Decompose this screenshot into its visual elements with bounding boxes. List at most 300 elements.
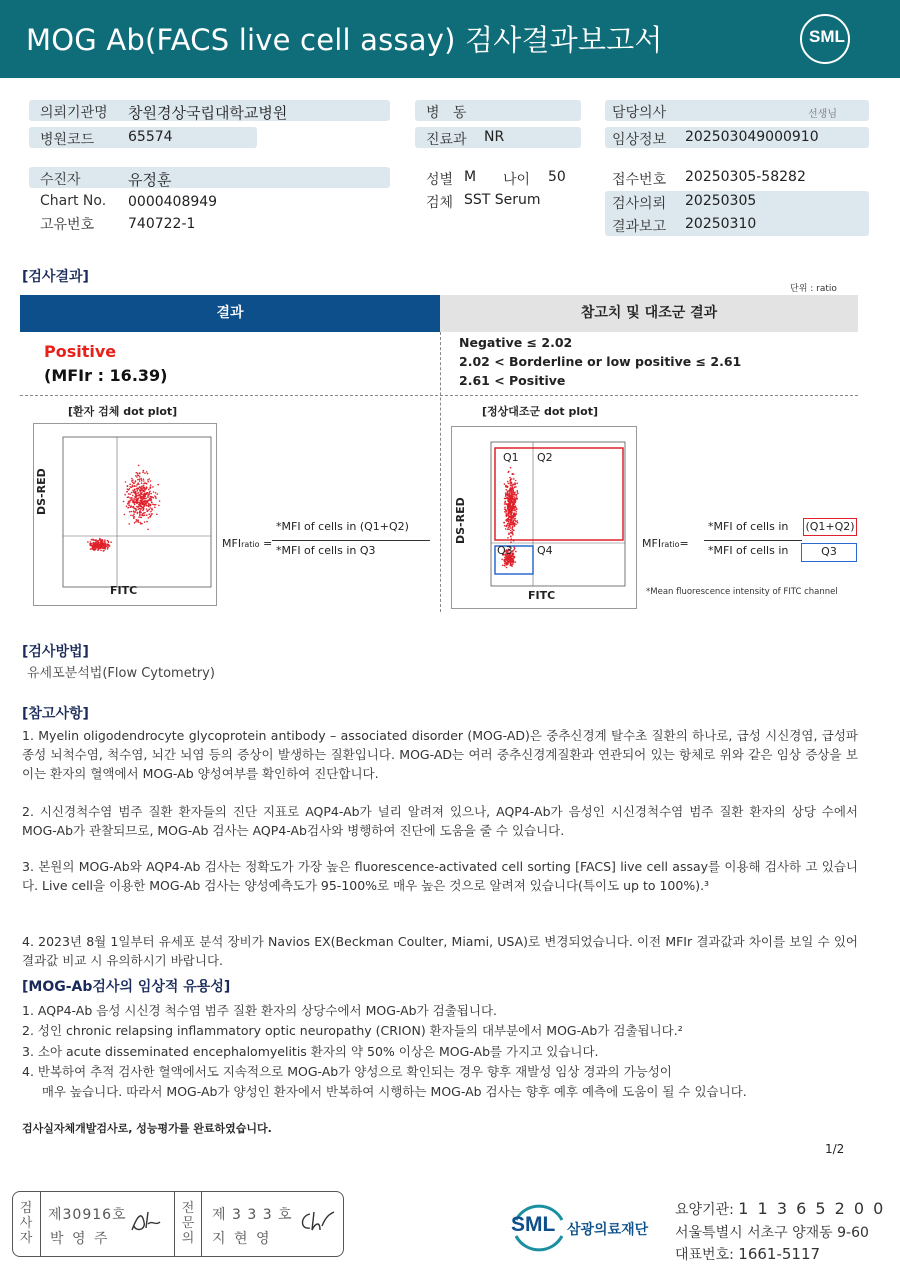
control-event-dot xyxy=(509,510,511,512)
validation-note: 검사실자체개발검사로, 성능평가를 완료하였습니다. xyxy=(22,1122,272,1135)
patient-mfi-label xyxy=(222,537,272,550)
control-event-dot xyxy=(510,515,512,517)
control-event-dot xyxy=(511,482,513,484)
patient-event-dot xyxy=(147,496,149,498)
patient-event-dot xyxy=(99,546,101,548)
patient-event-dot xyxy=(131,480,133,482)
control-event-dot xyxy=(514,548,516,550)
control-denominator: *MFI of cells in xyxy=(708,544,789,557)
control-event-dot xyxy=(508,517,510,519)
patient-event-dot xyxy=(127,503,129,505)
patient-event-dot xyxy=(137,519,139,521)
sex-value: M xyxy=(464,169,477,185)
patient-event-dot xyxy=(110,541,112,543)
patient-event-dot xyxy=(102,542,104,544)
page-number: 1/2 xyxy=(825,1142,845,1156)
patient-event-dot xyxy=(144,498,146,500)
org-address: 서울특별시 서초구 양재동 9-60 xyxy=(675,1225,869,1241)
quadrant-q4: Q4 xyxy=(537,544,553,557)
patient-row xyxy=(29,167,390,188)
patient-event-dot xyxy=(126,491,128,493)
patient-event-dot xyxy=(146,505,148,507)
client-value: 창원경상국립대학교병원 xyxy=(128,104,288,122)
dept-value: NR xyxy=(484,129,505,145)
patient-event-dot xyxy=(140,506,142,508)
control-event-dot xyxy=(515,551,517,553)
patient-event-dot xyxy=(146,508,148,510)
patient-event-dot xyxy=(108,541,110,543)
specimen-label: 검체 xyxy=(426,195,454,211)
control-event-dot xyxy=(515,486,517,488)
control-event-dot xyxy=(510,480,512,482)
patient-event-dot xyxy=(134,485,136,487)
control-event-dot xyxy=(513,514,515,516)
patient-event-dot xyxy=(139,486,141,488)
patient-event-dot xyxy=(90,548,92,550)
sig-divider xyxy=(201,1191,202,1257)
clinical-item: 4. 반복하여 추적 검사한 혈액에서도 지속적으로 MOG-Ab가 양성으로 확인되는 경우 향후 재발성 임상 경과의 가능성이 xyxy=(22,1064,672,1079)
clinical-item: 3. 소아 acute disseminated encephalomyelitis 환자의 약 50% 이상은 MOG-Ab를 가지고 있습니다. xyxy=(22,1044,599,1059)
patient-event-dot xyxy=(143,478,145,480)
sex-label: 성별 xyxy=(426,172,454,188)
patient-event-dot xyxy=(108,544,110,546)
patient-event-dot xyxy=(137,490,139,492)
patient-event-dot xyxy=(139,472,141,474)
patient-event-dot xyxy=(148,489,150,491)
control-event-dot xyxy=(514,518,516,520)
age-label: 나이 xyxy=(503,172,531,188)
control-event-dot xyxy=(510,535,512,537)
note-paragraph-1: 1. Myelin oligodendrocyte glycoprotein antibody – associated disorder (MOG-AD)은 중추신경계 탈수초 질환의 하나로, 급성 시신경염, 급성파종성 뇌척수염, 척수염, 뇌간 뇌염 등의 증상이 발생하는 질환입니다. MOG-AD는 여러 중추신경계질환과 연관되어 있는 항체로 위와 같은 임상 증상을 보이는 환자의 혈액에서 MOG-Ab 양성여부를 확인하여 진단합니다. xyxy=(22,728,858,781)
control-event-dot xyxy=(504,483,506,485)
control-event-dot xyxy=(507,495,509,497)
control-event-dot xyxy=(509,496,511,498)
control-event-dot xyxy=(515,507,517,509)
patient-event-dot xyxy=(124,514,126,516)
control-event-dot xyxy=(510,513,512,515)
report-label: 결과보고 xyxy=(612,219,667,235)
control-event-dot xyxy=(512,503,514,505)
patient-event-dot xyxy=(151,502,153,504)
patient-event-dot xyxy=(135,491,137,493)
patient-event-dot xyxy=(131,505,133,507)
patient-event-dot xyxy=(92,539,94,541)
patient-event-dot xyxy=(148,503,150,505)
mfir-value: (MFIr : 16.39) xyxy=(44,366,168,385)
control-event-dot xyxy=(509,506,511,508)
patient-event-dot xyxy=(140,478,142,480)
patient-event-dot xyxy=(147,481,149,483)
specialist-license: 제 3 3 3 호 xyxy=(212,1207,293,1223)
patient-event-dot xyxy=(145,501,147,503)
control-event-dot xyxy=(504,508,506,510)
patient-event-dot xyxy=(94,542,96,544)
control-event-dot xyxy=(510,559,512,561)
control-event-dot xyxy=(514,492,516,494)
patient-event-dot xyxy=(152,486,154,488)
specialist-name: 지 현 영 xyxy=(212,1231,272,1247)
patient-plot-title: [환자 검체 dot plot] xyxy=(68,405,178,418)
patient-event-dot xyxy=(134,504,136,506)
org-name: 삼광의료재단 xyxy=(567,1222,649,1238)
result-divider xyxy=(20,395,858,396)
control-event-dot xyxy=(509,491,511,493)
control-event-dot xyxy=(514,493,516,495)
control-event-dot xyxy=(510,488,512,490)
patient-event-dot xyxy=(140,523,142,525)
age-value: 50 xyxy=(548,169,566,185)
patient-event-dot xyxy=(98,540,100,542)
org-phone xyxy=(675,1244,820,1264)
patient-event-dot xyxy=(131,511,133,513)
control-event-dot xyxy=(512,563,514,565)
patient-event-dot xyxy=(148,509,150,511)
patient-event-dot xyxy=(147,479,149,481)
patient-event-dot xyxy=(90,541,92,543)
control-event-dot xyxy=(507,528,509,530)
patient-event-dot xyxy=(126,506,128,508)
control-event-dot xyxy=(513,517,515,519)
control-event-dot xyxy=(510,520,512,522)
patient-event-dot xyxy=(134,501,136,503)
control-event-dot xyxy=(509,477,511,479)
control-event-dot xyxy=(513,478,515,480)
control-event-dot xyxy=(508,498,510,500)
control-event-dot xyxy=(517,493,519,495)
patient-event-dot xyxy=(141,480,143,482)
patient-event-dot xyxy=(128,501,130,503)
patient-event-dot xyxy=(128,489,130,491)
notes-section-title: [참고사항] xyxy=(22,706,89,722)
patient-event-dot xyxy=(133,499,135,501)
patient-event-dot xyxy=(146,488,148,490)
note-paragraph-2: 2. 시신경척수염 범주 질환 환자들의 진단 지표로 AQP4-Ab가 널리 알려져 있으나, AQP4-Ab가 음성인 시신경척수염 범주 질환 환자의 상당 수에서 MOG-Ab가 관찰되므로, MOG-Ab 검사는 AQP4-Ab검사와 병행하여 진단에 도움을 줄 수 있습니다. xyxy=(22,804,859,838)
patient-event-dot xyxy=(155,498,157,500)
patient-event-dot xyxy=(149,507,151,509)
control-event-dot xyxy=(507,509,509,511)
control-event-dot xyxy=(504,498,506,500)
doctor-label: 담당의사 xyxy=(612,105,667,121)
patient-event-dot xyxy=(138,475,140,477)
patient-event-dot xyxy=(100,540,102,542)
control-event-dot xyxy=(510,490,512,492)
patient-event-dot xyxy=(153,497,155,499)
clinical-section-title: [MOG-Ab검사의 임상적 유용성] xyxy=(22,979,231,995)
hospital-code-value: 65574 xyxy=(128,129,173,145)
control-event-dot xyxy=(506,504,508,506)
patient-event-dot xyxy=(128,523,130,525)
patient-event-dot xyxy=(138,484,140,486)
patient-event-dot xyxy=(101,545,103,547)
patient-event-dot xyxy=(157,493,159,495)
patient-event-dot xyxy=(146,486,148,488)
specimen-value: SST Serum xyxy=(464,192,541,208)
patient-event-dot xyxy=(138,506,140,508)
patient-event-dot xyxy=(144,521,146,523)
patient-event-dot xyxy=(127,486,129,488)
results-section-title: [검사결과] xyxy=(22,269,89,285)
control-event-dot xyxy=(511,493,513,495)
control-event-dot xyxy=(506,511,508,513)
control-event-dot xyxy=(504,507,506,509)
patient-event-dot xyxy=(148,478,150,480)
patient-event-dot xyxy=(97,548,99,550)
specialist-signature-icon xyxy=(296,1208,336,1236)
patient-event-dot xyxy=(136,488,138,490)
patient-event-dot xyxy=(135,499,137,501)
patient-event-dot xyxy=(123,501,125,503)
patient-event-dot xyxy=(133,507,135,509)
patient-event-dot xyxy=(131,492,133,494)
mfi-sub: ratio xyxy=(661,540,680,549)
control-event-dot xyxy=(504,522,506,524)
patient-event-dot xyxy=(135,485,137,487)
control-event-dot xyxy=(508,560,510,562)
patient-event-dot xyxy=(148,494,150,496)
control-event-dot xyxy=(504,503,506,505)
patient-event-dot xyxy=(93,543,95,545)
control-event-dot xyxy=(507,522,509,524)
patient-event-dot xyxy=(135,511,137,513)
patient-event-dot xyxy=(139,513,141,515)
control-event-dot xyxy=(501,559,503,561)
control-event-dot xyxy=(506,485,508,487)
patient-event-dot xyxy=(136,484,138,486)
patient-event-dot xyxy=(129,501,131,503)
control-event-dot xyxy=(508,494,510,496)
sig-divider xyxy=(174,1191,175,1257)
patient-event-dot xyxy=(92,548,94,550)
control-event-dot xyxy=(508,500,510,502)
patient-event-dot xyxy=(141,487,143,489)
control-event-dot xyxy=(517,522,519,524)
clinical-item: 2. 성인 chronic relapsing inflammatory optic neuropathy (CRION) 환자들의 대부분에서 MOG-Ab가 검출됩니다.² xyxy=(22,1023,683,1038)
control-event-dot xyxy=(513,505,515,507)
patient-event-dot xyxy=(139,508,141,510)
mfi-text: MFI xyxy=(222,537,242,550)
patient-event-dot xyxy=(141,482,143,484)
control-event-dot xyxy=(511,484,513,486)
patient-event-dot xyxy=(143,495,145,497)
patient-event-dot xyxy=(154,504,156,506)
control-event-dot xyxy=(510,467,512,469)
patient-event-dot xyxy=(146,521,148,523)
patient-event-dot xyxy=(93,549,95,551)
patient-event-dot xyxy=(102,540,104,542)
control-event-dot xyxy=(513,529,515,531)
patient-event-dot xyxy=(142,510,144,512)
patient-event-dot xyxy=(133,510,135,512)
control-event-dot xyxy=(516,494,518,496)
patient-event-dot xyxy=(102,547,104,549)
patient-event-dot xyxy=(157,484,159,486)
control-event-dot xyxy=(509,516,511,518)
chart-label: Chart No. xyxy=(40,193,107,209)
patient-event-dot xyxy=(156,514,158,516)
patient-event-dot xyxy=(143,508,145,510)
control-event-dot xyxy=(516,496,518,498)
examiner-name: 박 영 주 xyxy=(50,1231,110,1247)
patient-event-dot xyxy=(142,515,144,517)
patient-event-dot xyxy=(137,512,139,514)
patient-event-dot xyxy=(137,502,139,504)
control-event-dot xyxy=(504,565,506,567)
patient-event-dot xyxy=(131,497,133,499)
patient-event-dot xyxy=(150,480,152,482)
control-event-dot xyxy=(508,483,510,485)
control-event-dot xyxy=(511,524,513,526)
patient-event-dot xyxy=(130,499,132,501)
control-event-dot xyxy=(515,561,517,563)
clinical-item: 매우 높습니다. 따라서 MOG-Ab가 양성인 환자에서 반복하여 시행하는 MOG-Ab 검사는 향후 예후 예측에 도움이 될 수 있습니다. xyxy=(22,1084,747,1099)
patient-event-dot xyxy=(139,503,141,505)
control-mfi-label xyxy=(642,537,689,550)
patient-event-dot xyxy=(136,519,138,521)
patient-event-dot xyxy=(145,498,147,500)
control-event-dot xyxy=(507,512,509,514)
patient-event-dot xyxy=(143,491,145,493)
receipt-value: 20250305-58282 xyxy=(685,169,806,185)
patient-event-dot xyxy=(150,484,152,486)
control-event-dot xyxy=(516,482,518,484)
control-event-dot xyxy=(505,489,507,491)
patient-event-dot xyxy=(148,499,150,501)
patient-y-label: DS-RED xyxy=(35,468,48,515)
sml-org-logo-text: SML xyxy=(511,1213,556,1236)
patient-event-dot xyxy=(150,496,152,498)
control-event-dot xyxy=(510,541,512,543)
quadrant-q2: Q2 xyxy=(537,451,553,464)
receipt-label: 접수번호 xyxy=(612,172,667,188)
patient-event-dot xyxy=(139,480,141,482)
control-event-dot xyxy=(507,506,509,508)
patient-event-dot xyxy=(141,492,143,494)
patient-event-dot xyxy=(147,510,149,512)
control-plot-title: [정상대조군 dot plot] xyxy=(482,405,598,418)
patient-event-dot xyxy=(149,505,151,507)
patient-event-dot xyxy=(141,485,143,487)
examiner-license: 제30916호 xyxy=(48,1207,127,1223)
control-event-dot xyxy=(508,533,510,535)
patient-event-dot xyxy=(90,545,92,547)
patient-event-dot xyxy=(100,550,102,552)
patient-numerator: *MFI of cells in (Q1+Q2) xyxy=(276,520,409,533)
sml-logo-text: SML xyxy=(809,27,845,46)
patient-event-dot xyxy=(149,498,151,500)
patient-event-dot xyxy=(139,510,141,512)
patient-event-dot xyxy=(142,498,144,500)
request-value: 20250305 xyxy=(685,193,757,209)
control-event-dot xyxy=(513,540,515,542)
patient-event-dot xyxy=(148,513,150,515)
patient-event-dot xyxy=(151,496,153,498)
patient-event-dot xyxy=(133,513,135,515)
control-event-dot xyxy=(513,499,515,501)
patient-event-dot xyxy=(139,478,141,480)
patient-event-dot xyxy=(143,485,145,487)
control-event-dot xyxy=(507,481,509,483)
patient-event-dot xyxy=(144,472,146,474)
control-event-dot xyxy=(517,490,519,492)
control-event-dot xyxy=(513,561,515,563)
mfi-footnote: *Mean fluorescence intensity of FITC channel xyxy=(646,587,838,597)
unit-label: 단위 : ratio xyxy=(790,284,837,294)
numerator-box: (Q1+Q2) xyxy=(803,518,857,536)
patient-event-dot xyxy=(98,544,100,546)
patient-event-dot xyxy=(132,501,134,503)
patient-event-dot xyxy=(150,493,152,495)
method-section-title: [검사방법] xyxy=(22,644,89,660)
dept-label: 진료과 xyxy=(426,132,467,148)
specialist-title: 전문의 xyxy=(181,1201,195,1246)
control-event-dot xyxy=(511,517,513,519)
control-event-dot xyxy=(507,491,509,493)
patient-event-dot xyxy=(134,489,136,491)
patient-event-dot xyxy=(151,508,153,510)
patient-value: 유정훈 xyxy=(128,171,172,189)
quadrant-q3: Q3 xyxy=(497,544,513,557)
control-event-dot xyxy=(505,495,507,497)
patient-event-dot xyxy=(151,513,153,515)
patient-event-dot xyxy=(128,496,130,498)
patient-event-dot xyxy=(141,493,143,495)
control-event-dot xyxy=(504,561,506,563)
control-event-dot xyxy=(506,526,508,528)
control-event-dot xyxy=(506,567,508,569)
control-event-dot xyxy=(512,527,514,529)
unique-value: 740722-1 xyxy=(128,216,196,232)
patient-event-dot xyxy=(138,465,140,467)
patient-event-dot xyxy=(154,507,156,509)
patient-event-dot xyxy=(139,494,141,496)
control-event-dot xyxy=(506,514,508,516)
sig-divider xyxy=(40,1191,41,1257)
report-title: MOG Ab(FACS live cell assay) 검사결과보고서 xyxy=(26,23,663,57)
reference-column-header: 참고치 및 대조군 결과 xyxy=(440,295,858,332)
control-event-dot xyxy=(505,501,507,503)
control-event-dot xyxy=(512,487,514,489)
control-event-dot xyxy=(506,564,508,566)
patient-event-dot xyxy=(91,539,93,541)
hospital-code-label: 병원코드 xyxy=(40,132,95,148)
ref-negative: Negative ≤ 2.02 xyxy=(459,335,573,350)
patient-event-dot xyxy=(133,482,135,484)
patient-event-dot xyxy=(132,495,134,497)
patient-event-dot xyxy=(134,490,136,492)
patient-event-dot xyxy=(149,487,151,489)
control-event-dot xyxy=(515,524,517,526)
patient-event-dot xyxy=(124,494,126,496)
patient-event-dot xyxy=(159,500,161,502)
patient-event-dot xyxy=(146,471,148,473)
patient-event-dot xyxy=(138,492,140,494)
patient-event-dot xyxy=(131,487,133,489)
control-event-dot xyxy=(509,499,511,501)
patient-event-dot xyxy=(107,546,109,548)
control-event-dot xyxy=(515,509,517,511)
patient-event-dot xyxy=(149,491,151,493)
patient-event-dot xyxy=(93,546,95,548)
patient-event-dot xyxy=(158,505,160,507)
examiner-signature-icon xyxy=(128,1208,164,1236)
patient-event-dot xyxy=(144,504,146,506)
control-event-dot xyxy=(514,482,516,484)
ref-borderline: 2.02 < Borderline or low positive ≤ 2.61 xyxy=(459,354,742,369)
patient-event-dot xyxy=(125,481,127,483)
patient-event-dot xyxy=(152,504,154,506)
control-event-dot xyxy=(510,530,512,532)
patient-event-dot xyxy=(87,541,89,543)
